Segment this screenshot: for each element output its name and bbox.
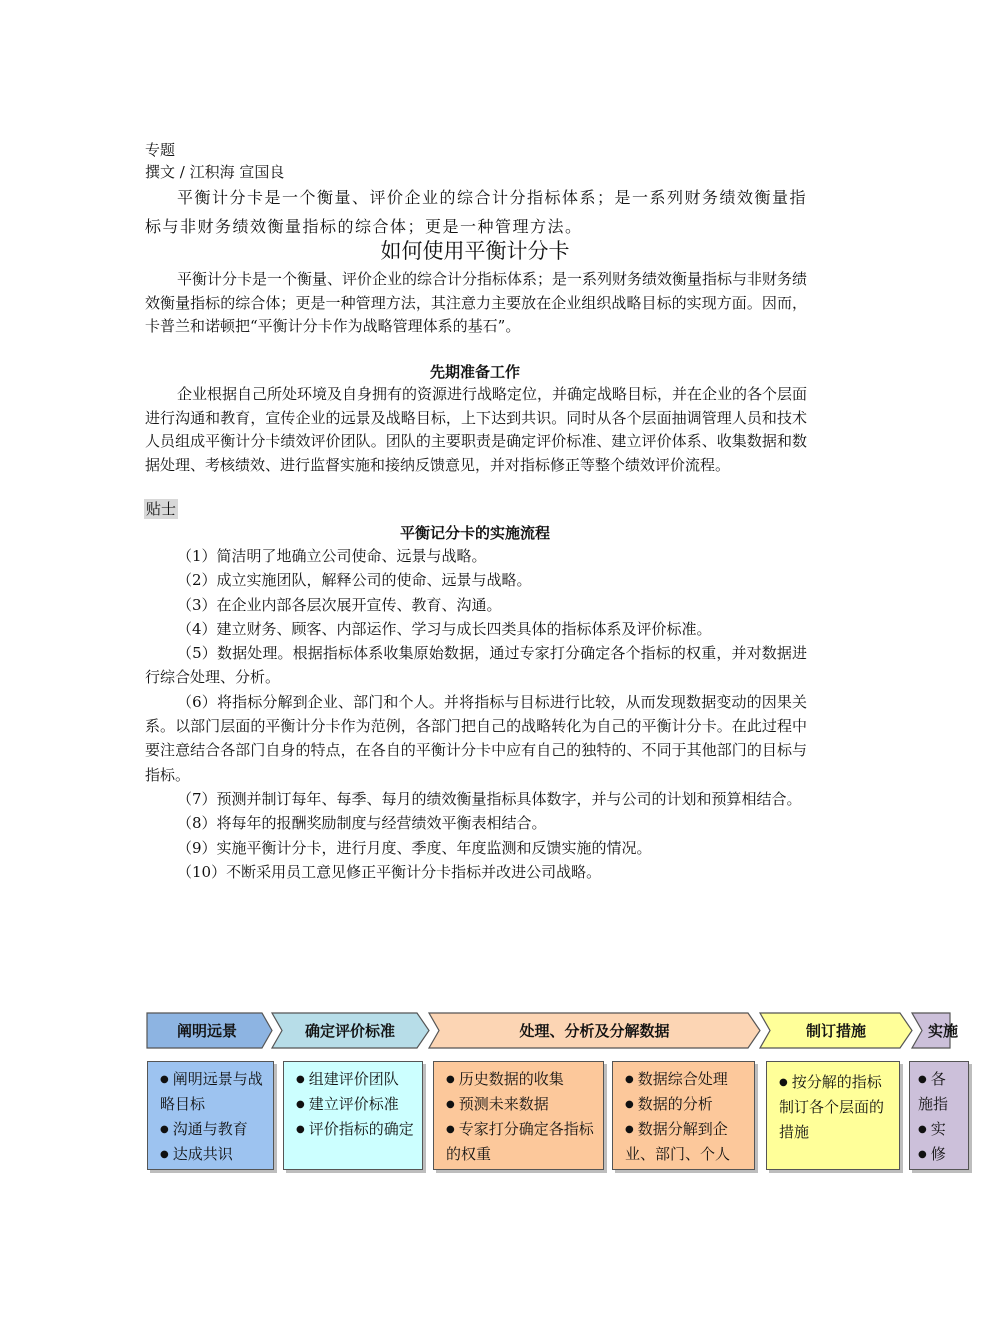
arrow-make-measures: 制订措施 bbox=[805, 1022, 866, 1040]
box-item: ● 达成共识 bbox=[160, 1145, 233, 1163]
process-step: （9）实施平衡计分卡，进行月度、季度、年度监测和反馈实施的情况。 bbox=[177, 838, 652, 857]
box-item: ● 各 bbox=[918, 1070, 946, 1088]
arrow-clarify-vision: 阐明远景 bbox=[176, 1022, 237, 1040]
process-step: （6）将指标分解到企业、部门和个人。并将指标与目标进行比较，从而发现数据变动的因果关系。以部门层面的平衡计分卡作为范例，各部门把自己的战略转化为自己的平衡计分卡。在此过程中要注意结合各部门自身的特点，在各自的平衡计分卡中应有自己的独特的、不同于其他部门的目标与指标。 bbox=[145, 692, 807, 784]
arrow-process-data: 处理、分析及分解数据 bbox=[519, 1022, 670, 1040]
section-label: 专题 bbox=[145, 141, 176, 159]
process-step: （1）简洁明了地确立公司使命、远景与战略。 bbox=[177, 547, 487, 565]
bullet-icon: ● bbox=[160, 1124, 169, 1135]
process-step: （2）成立实施团队，解释公司的使命、远景与战略。 bbox=[177, 571, 532, 590]
bullet-icon: ● bbox=[296, 1099, 305, 1110]
process-step: （5）数据处理。根据指标体系收集原始数据，通过专家打分确定各个指标的权重，并对数据进行综合处理、分析。 bbox=[145, 644, 807, 687]
box-data-collect bbox=[433, 1061, 604, 1170]
box-item: ● 专家打分确定各指标的权重 bbox=[446, 1120, 594, 1163]
box-item: ● 沟通与教育 bbox=[160, 1120, 248, 1138]
box-item: ● 建立评价标准 bbox=[296, 1095, 399, 1113]
box-implement bbox=[909, 1061, 969, 1170]
bullet-icon: ● bbox=[296, 1124, 305, 1135]
bullet-icon: ● bbox=[446, 1074, 455, 1085]
box-criteria bbox=[283, 1061, 423, 1170]
process-step: （8）将每年的报酬奖励制度与经营绩效平衡表相结合。 bbox=[177, 814, 547, 833]
box-vision bbox=[147, 1061, 274, 1170]
box-item: ● 预测未来数据 bbox=[446, 1095, 549, 1113]
prep-paragraph: 企业根据自己所处环境及自身拥有的资源进行战略定位，并确定战略目标，并在企业的各个层面进行沟通和教育，宣传企业的远景及战略目标，上下达到共识。同时从各个层面抽调管理人员和技术人员组成平衡计分卡绩效评价团队。团队的主要职责是确定评价标准、建立评价体系、收集数据和数据处理、考核绩效、进行监督实施和接纳反馈意见，并对指标修正等整个绩效评价流程。 bbox=[145, 385, 808, 474]
box-item: ● 历史数据的收集 bbox=[446, 1070, 564, 1088]
box-item: ● 评价指标的确定 bbox=[296, 1120, 414, 1138]
bullet-icon: ● bbox=[918, 1149, 927, 1160]
bullet-icon: ● bbox=[160, 1074, 169, 1085]
box-item: ● 阐明远景与战略目标 bbox=[160, 1070, 263, 1113]
bullet-icon: ● bbox=[625, 1124, 634, 1135]
lead-paragraph: 平衡计分卡是一个衡量、评价企业的综合计分指标体系；是一系列财务绩效衡量指标与非财务绩效衡量指标的综合体；更是一种管理方法。 bbox=[145, 188, 808, 236]
tip-label: 贴士 bbox=[146, 500, 177, 518]
bullet-icon: ● bbox=[918, 1074, 927, 1085]
box-item: 施指 bbox=[918, 1095, 949, 1113]
process-step: （4）建立财务、顾客、内部运作、学习与成长四类具体的指标体系及评价标准。 bbox=[177, 619, 712, 638]
bullet-icon: ● bbox=[779, 1077, 788, 1088]
process-heading: 平衡记分卡的实施流程 bbox=[399, 524, 550, 542]
arrow-implement: 实施 bbox=[928, 1022, 959, 1040]
box-item: ● 修 bbox=[918, 1145, 946, 1163]
box-item: ● 数据综合处理 bbox=[625, 1070, 728, 1088]
process-step: （3）在企业内部各层次展开宣传、教育、沟通。 bbox=[177, 595, 502, 614]
process-step: （10）不断采用员工意见修正平衡计分卡指标并改进公司战略。 bbox=[177, 862, 602, 881]
article-title: 如何使用平衡计分卡 bbox=[380, 239, 570, 263]
arrow-set-criteria: 确定评价标准 bbox=[304, 1022, 395, 1040]
box-item: ● 按分解的指标制订各个层面的措施 bbox=[779, 1073, 885, 1141]
bullet-icon: ● bbox=[918, 1124, 927, 1135]
prep-heading: 先期准备工作 bbox=[429, 363, 520, 381]
box-item: ● 组建评价团队 bbox=[296, 1070, 399, 1088]
box-data-analyze bbox=[612, 1061, 755, 1170]
bullet-icon: ● bbox=[446, 1099, 455, 1110]
bullet-icon: ● bbox=[296, 1074, 305, 1085]
box-item: ● 数据的分析 bbox=[625, 1095, 713, 1113]
box-item: ● 实 bbox=[918, 1120, 946, 1138]
intro-paragraph: 平衡计分卡是一个衡量、评价企业的综合计分指标体系；是一系列财务绩效衡量指标与非财务绩效衡量指标的综合体；更是一种管理方法，其注意力主要放在企业组织战略目标的实现方面。因而，卡普兰和诺顿把“平衡计分卡作为战略管理体系的基石”。 bbox=[145, 270, 808, 335]
bullet-icon: ● bbox=[160, 1149, 169, 1160]
box-measures bbox=[766, 1061, 900, 1170]
author-line: 撰文 / 江积海 宣国良 bbox=[145, 163, 285, 181]
process-step: （7）预测并制订每年、每季、每月的绩效衡量指标具体数字，并与公司的计划和预算相结合。 bbox=[177, 789, 802, 808]
bullet-icon: ● bbox=[625, 1074, 634, 1085]
bullet-icon: ● bbox=[625, 1099, 634, 1110]
bullet-icon: ● bbox=[446, 1124, 455, 1135]
box-item: ● 数据分解到企业、部门、个人 bbox=[625, 1120, 731, 1163]
